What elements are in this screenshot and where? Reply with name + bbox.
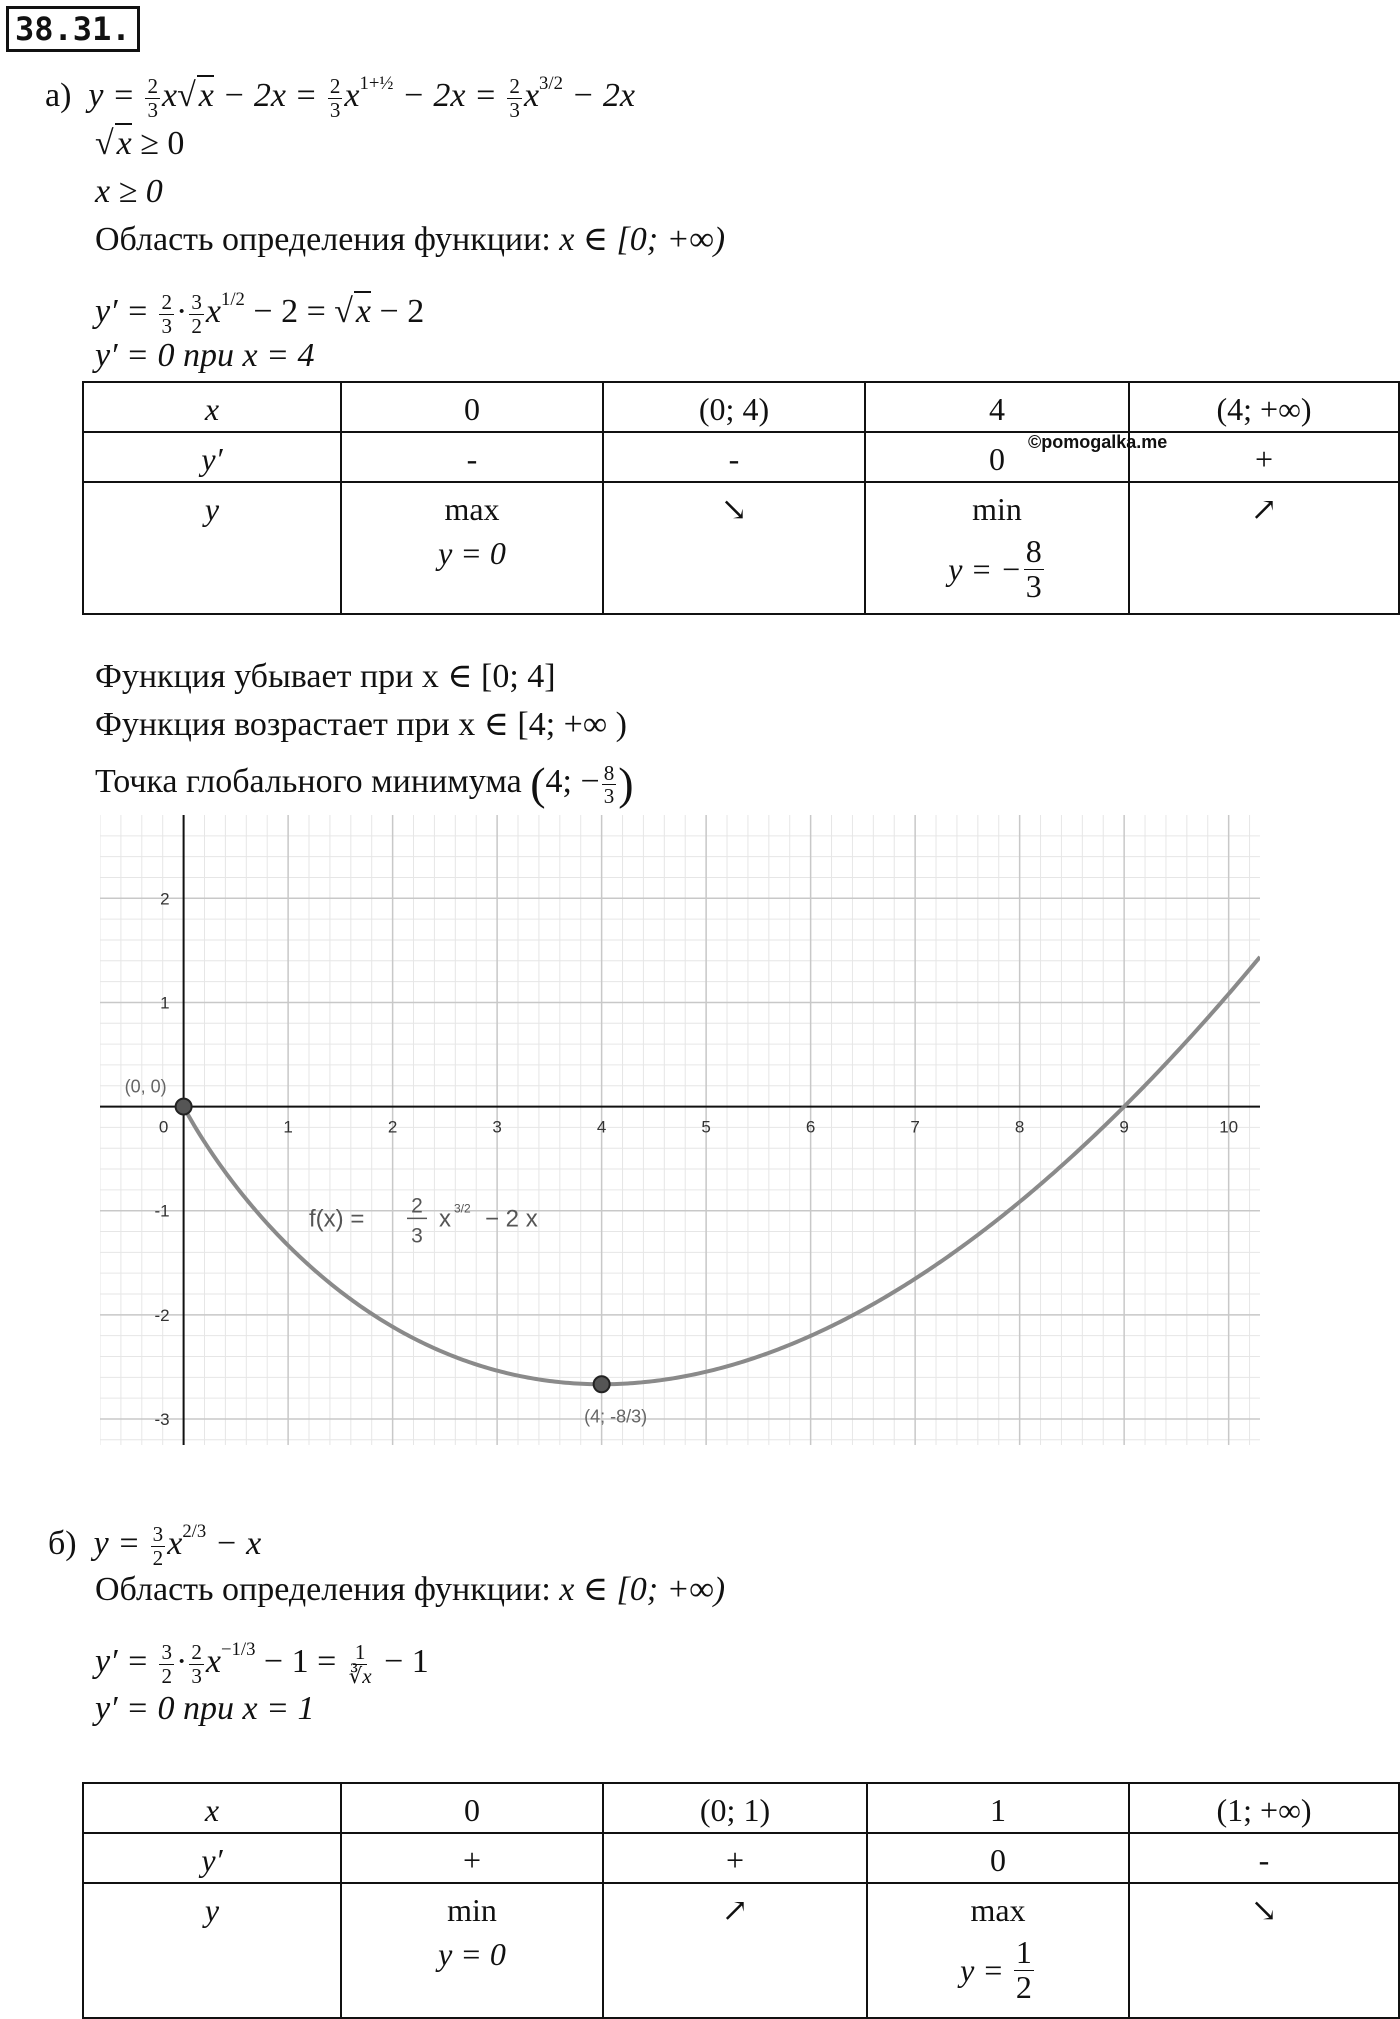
y-tick-label: 2 (160, 889, 170, 909)
extremum-cell: min y = − $\frac{8}{3}$ (948, 491, 1042, 604)
x-condition: x ≥ 0 (95, 173, 163, 210)
arrow-down-icon: ↘ (1250, 1892, 1278, 1928)
lhs: y′ = (95, 292, 149, 330)
point-marker (594, 1376, 610, 1392)
sqrt-condition: √x ≥ 0 (95, 125, 185, 162)
y-tick-label: -1 (154, 1201, 170, 1221)
x-tick-label: 7 (910, 1117, 920, 1137)
x-tick-label: 1 (283, 1117, 293, 1137)
point-marker (176, 1099, 192, 1115)
x-tick-label: 8 (1014, 1117, 1025, 1137)
table-row-x (83, 382, 1399, 432)
point-x: 4; (545, 763, 572, 800)
var-x: x (344, 76, 360, 114)
fraction: $\frac{3}{2}$ (161, 1640, 173, 1688)
function-label-x: x (439, 1205, 452, 1233)
domain-math: x ∈ [0; +∞) (559, 221, 726, 258)
header-cell: x (204, 1792, 220, 1828)
fraction: $\frac{1}{∛x}$ (348, 1640, 372, 1688)
header-cell: 1 (990, 1792, 1006, 1828)
function-label-den: 3 (411, 1224, 423, 1248)
function-graph (100, 815, 1260, 1445)
lhs: y′ = (95, 1642, 149, 1680)
var-x: x (162, 76, 178, 114)
x-tick-label: 6 (805, 1117, 816, 1137)
x-tick-label: 9 (1119, 1117, 1129, 1137)
part-b-function-line (48, 1510, 261, 1569)
row-label: y (204, 491, 220, 527)
sqrt-x: x (355, 292, 372, 330)
minus: − (580, 763, 600, 800)
term: − 1 (384, 1642, 429, 1680)
point-label: (4; -8/3) (584, 1406, 648, 1427)
y-tick-label: -3 (154, 1409, 170, 1429)
part-a-domain (95, 218, 725, 262)
part-b-zero-line: y′ = 0 при x = 1 (95, 1690, 315, 1727)
var-x: x (167, 1524, 183, 1562)
sqrt-x: x (116, 125, 132, 162)
header-cell: 0 (464, 1792, 480, 1828)
sign-cell: + (725, 1842, 745, 1878)
table-row-derivative (83, 1833, 1399, 1883)
function-curve (184, 957, 1260, 1384)
table-row-y (83, 1883, 1399, 2018)
table-row-derivative (83, 432, 1399, 482)
domain-text: Область определения функции: (95, 221, 551, 258)
extremum-cell: max y = $\frac{1}{2}$ (960, 1892, 1032, 2005)
x-tick-label: 0 (158, 1117, 169, 1137)
exponent: 1+½ (359, 73, 394, 94)
header-cell: x (204, 391, 220, 427)
row-label: y (204, 1892, 220, 1928)
exponent: 3/2 (539, 73, 563, 94)
extremum-cell: max y = 0 (438, 491, 506, 571)
header-cell: (4; +∞) (1216, 391, 1312, 427)
table-row-y (83, 482, 1399, 614)
part-a-derivative: y′ = $\frac{2}{3}$ · $\frac{3}{2}$ $x^{1/2} - 2 = √x - 2$ (95, 289, 425, 338)
term: − 2 (379, 292, 425, 330)
header-cell: 0 (464, 391, 480, 427)
function-label-num: 2 (411, 1194, 423, 1218)
header-cell: 4 (989, 391, 1005, 427)
y-tick-label: -2 (154, 1305, 170, 1325)
part-b-derivative (95, 1628, 429, 1687)
term: − 2x (571, 76, 635, 114)
exponent: −1/3 (221, 1639, 256, 1660)
function-label-exp: 3/2 (454, 1201, 471, 1216)
global-min-text: Точка глобального минимума (95, 763, 522, 800)
term: − 2x = (401, 76, 497, 114)
arrow-up-icon: ↗ (721, 1892, 749, 1928)
x-tick-label: 5 (701, 1117, 711, 1137)
sign-cell: - (728, 441, 740, 477)
exponent: 1/2 (221, 289, 245, 310)
term: − 2 = (253, 292, 326, 330)
header-cell: (0; 1) (699, 1792, 771, 1828)
row-label: y′ (201, 1842, 223, 1878)
dot: · (176, 292, 188, 330)
term: − x (214, 1524, 262, 1562)
var-x: x (205, 292, 221, 330)
sign-cell: + (462, 1842, 482, 1878)
row-label: y′ (201, 441, 223, 477)
sign-table-b (82, 1782, 1400, 2019)
arrow-down-icon: ↘ (720, 491, 748, 527)
point-label: (0, 0) (124, 1076, 167, 1097)
function-label-suffix: − 2 x (485, 1205, 538, 1233)
x-tick-label: 2 (387, 1117, 398, 1137)
sign-table-a (82, 381, 1400, 615)
arrow-up-icon: ↗ (1250, 491, 1278, 527)
fraction: $\frac{8}{3}$ (603, 760, 615, 808)
sign-cell: 0 (990, 1842, 1006, 1878)
extremum-cell: min y = 0 (438, 1892, 506, 1972)
lhs: y = (88, 76, 135, 114)
fraction: $\frac{2}{3}$ (329, 74, 341, 122)
x-tick-label: 4 (596, 1117, 607, 1137)
fraction: $\frac{2}{3}$ (191, 1640, 202, 1688)
sign-cell: 0 (989, 441, 1005, 477)
x-tick-label: 3 (492, 1117, 502, 1137)
part-b-label: б) (48, 1524, 77, 1562)
lhs: y = (93, 1524, 141, 1562)
decreasing-statement: Функция убывает при x ∈ [0; 4] (95, 658, 556, 695)
sign-cell: - (466, 441, 478, 477)
fraction: $\frac{3}{2}$ (152, 1522, 164, 1570)
exponent: 2/3 (182, 1521, 207, 1542)
increasing-statement: Функция возрастает при x ∈ [4; +∞ ) (95, 706, 627, 743)
table-row-x (83, 1783, 1399, 1833)
domain-math: x ∈ [0; +∞) (559, 1571, 726, 1608)
sign-cell: + (1254, 441, 1274, 477)
header-cell: (0; 4) (698, 391, 770, 427)
dot: · (176, 1642, 188, 1680)
domain-text: Область определения функции: (95, 1571, 551, 1608)
relation: ≥ 0 (140, 125, 185, 162)
problem-number: 38.31. (6, 6, 140, 52)
watermark: ©pomogalka.me (1028, 432, 1168, 452)
fraction: $\frac{2}{3}$ (161, 290, 173, 338)
var-x: x (205, 1642, 221, 1680)
term: − 2x = (222, 76, 318, 114)
y-tick-label: 1 (160, 993, 170, 1013)
global-min-statement: Точка глобального минимума (4; − $\frac{8}{3}$ ) (95, 758, 634, 810)
part-a-label: а) (45, 76, 72, 114)
sign-cell: - (1258, 1842, 1270, 1878)
fraction: $\frac{3}{2}$ (191, 290, 202, 338)
fraction: $\frac{2}{3}$ (509, 74, 520, 122)
fraction: $\frac{2}{3}$ (147, 74, 159, 122)
part-a-function-line: а) y = $\frac{2}{3}$ x√x − 2x = $\frac{2}{3}$ $x^{1+\frac{1}{2}} - 2x$ = $\frac{2}{3}$ $x^{3/2} - 2x$ (45, 73, 635, 122)
sqrt-x: x (198, 76, 214, 114)
var-x: x (523, 76, 540, 114)
part-b-domain (95, 1568, 725, 1612)
header-cell: (1; +∞) (1216, 1792, 1312, 1828)
term: − 1 = (263, 1642, 337, 1680)
part-a-zero-line: y′ = 0 при x = 4 (95, 337, 315, 374)
function-label-prefix: f(x) = (309, 1205, 365, 1233)
x-tick-label: 10 (1219, 1117, 1239, 1137)
